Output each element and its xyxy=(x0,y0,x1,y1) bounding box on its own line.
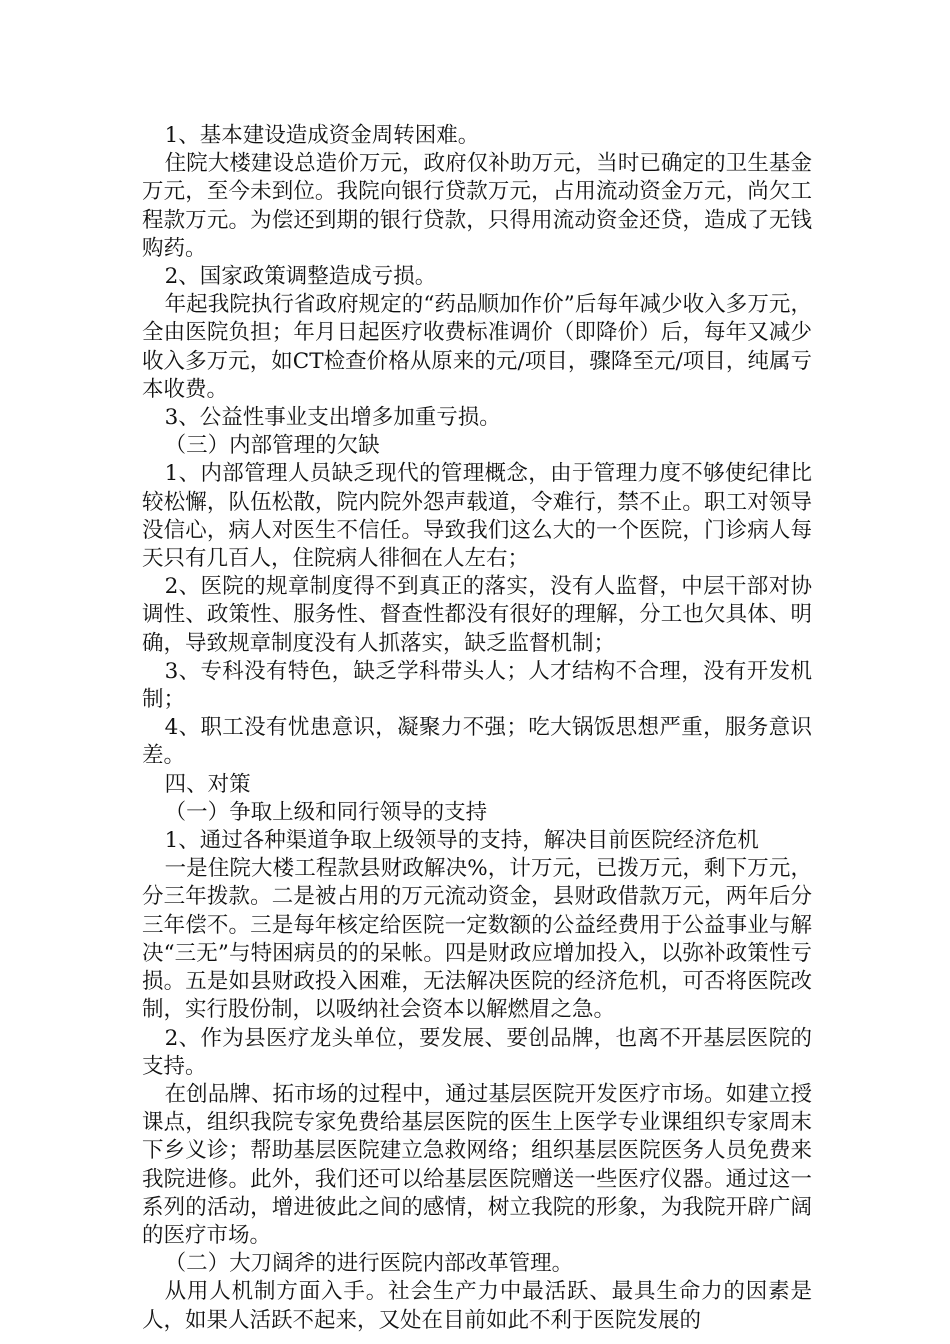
paragraph-2: 住院大楼建设总造价万元，政府仅补助万元，当时已确定的卫生基金万元，至今未到位。我院向银行贷款万元，占用流动资金万元，尚欠工程款万元。为偿还到期的银行贷款，只得用流动资金还贷，造成了无钱购药。 xyxy=(142,151,812,261)
section-heading-countermeasures: 四、对策 xyxy=(164,771,251,797)
paragraph-13: 1、通过各种渠道争取上级领导的支持，解决目前医院经济危机 xyxy=(164,828,759,854)
paragraph-15: 2、作为县医疗龙头单位，要发展、要创品牌，也离不开基层医院的支持。 xyxy=(142,1025,812,1079)
paragraph-3: 2、国家政策调整造成亏损。 xyxy=(164,264,437,290)
paragraph-18: 从用人机制方面入手。社会生产力中最活跃、最具生命力的因素是人，如果人活跃不起来，又处在目前如此不利于医院发展的 xyxy=(142,1279,812,1333)
subsection-heading-reform: （二）大刀阔斧的进行医院内部改革管理。 xyxy=(164,1251,574,1277)
paragraph-5: 3、公益性事业支出增多加重亏损。 xyxy=(164,405,501,431)
paragraph-10: 4、职工没有忧患意识，凝聚力不强；吃大锅饭思想严重，服务意识差。 xyxy=(142,715,812,769)
paragraph-16: 在创品牌、拓市场的过程中，通过基层医院开发医疗市场。如建立授课点，组织我院专家免费给基层医院的医生上医学专业课组织专家周末下乡义诊；帮助基层医院建立急救网络；组织基层医院医务人员免费来我院进修。此外，我们还可以给基层医院赠送一些医疗仪器。通过这一系列的活动，增进彼此之间的感情，树立我院的形象，为我院开辟广阔的医疗市场。 xyxy=(142,1081,812,1248)
paragraph-1: 1、基本建设造成资金周转困难。 xyxy=(164,123,480,148)
document-body xyxy=(142,122,812,1335)
subsection-heading-support: （一）争取上级和同行领导的支持 xyxy=(164,799,488,825)
paragraph-8: 2、医院的规章制度得不到真正的落实，没有人监督，中层干部对协调性、政策性、服务性、督查性都没有很好的理解，分工也欠具体、明确，导致规章制度没有人抓落实，缺乏监督机制； xyxy=(142,574,812,656)
paragraph-7: 1、内部管理人员缺乏现代的管理概念，由于管理力度不够使纪律比较松懈，队伍松散，院内院外怨声载道，令难行，禁不止。职工对领导没信心，病人对医生不信任。导致我们这么大的一个医院，门诊病人每天只有几百人，住院病人徘徊在人左右； xyxy=(142,461,812,572)
paragraph-4: 年起我院执行省政府规定的“药品顺加作价”后每年减少收入多万元，全由医院负担；年月日起医疗收费标准调价（即降价）后，每年又减少收入多万元，如CT检查价格从原来的元/项目，骤降至元/项目，纯属亏本收费。 xyxy=(142,292,812,402)
paragraph-9: 3、专科没有特色，缺乏学科带头人；人才结构不合理，没有开发机制； xyxy=(142,658,812,713)
paragraph-14: 一是住院大楼工程款县财政解决%，计万元，已拨万元，剩下万元，分三年拨款。二是被占用的万元流动资金，县财政借款万元，两年后分三年偿不。三是每年核定给医院一定数额的公益经费用于公益事业与解决“三无”与特困病员的的呆帐。四是财政应增加投入，以弥补政策性亏损。五是如县财政投入困难，无法解决医院的经济危机，可否将医院改制，实行股份制，以吸纳社会资本以解燃眉之急。 xyxy=(142,856,812,1023)
section-heading-internal-management: （三）内部管理的欠缺 xyxy=(164,433,380,459)
